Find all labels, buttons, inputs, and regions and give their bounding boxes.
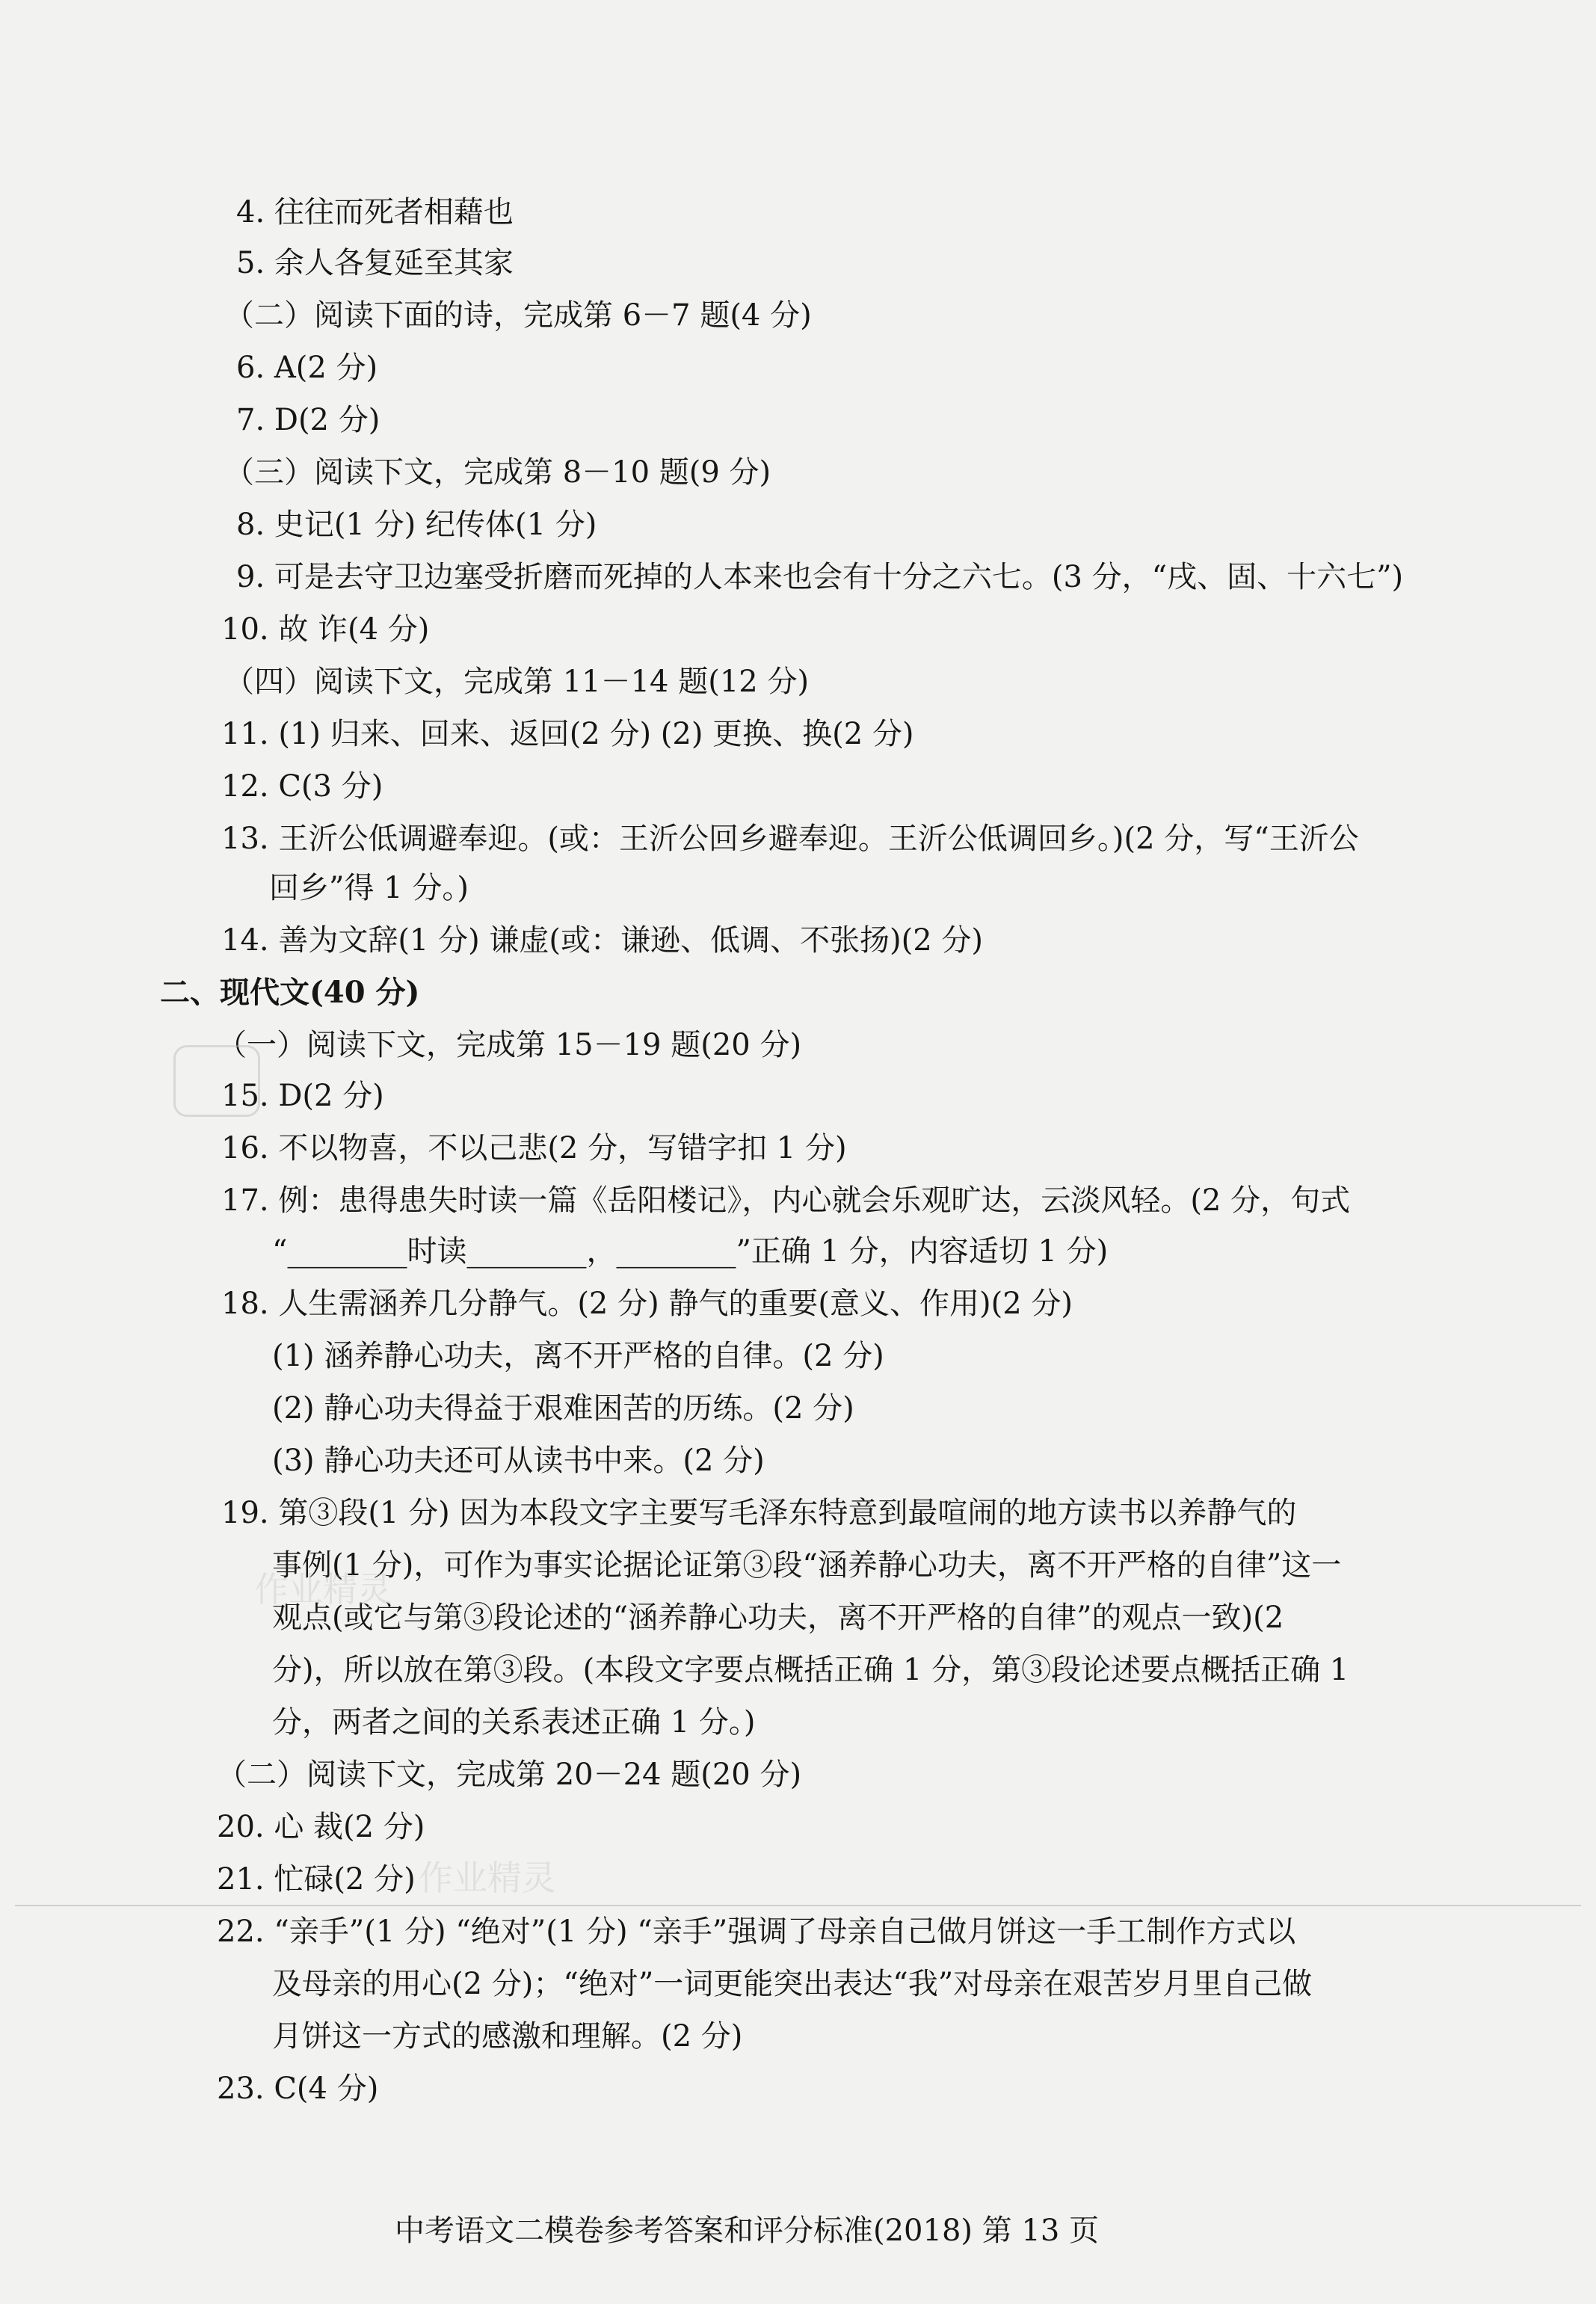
section-heading-4: （四）阅读下文，完成第 11－14 题(12 分) xyxy=(224,665,810,699)
answer-line-16: 16. 不以物喜，不以己悲(2 分，写错字扣 1 分) xyxy=(221,1131,847,1165)
answer-line-19-cont-3: 分)，所以放在第③段。(本段文字要点概括正确 1 分，第③段论述要点概括正确 1 xyxy=(272,1653,1349,1687)
section-heading-3: （三）阅读下文，完成第 8－10 题(9 分) xyxy=(224,455,771,490)
section-heading-modern-2: （二）阅读下文，完成第 20－24 题(20 分) xyxy=(217,1758,802,1792)
answer-line-20: 20. 心 裁(2 分) xyxy=(217,1810,425,1844)
answer-line-17-cont: “________时读________，________”正确 1 分，内容适切 1 分) xyxy=(272,1234,1109,1269)
answer-line-18-2: (2) 静心功夫得益于艰难困苦的历练。(2 分) xyxy=(272,1391,854,1426)
answer-line-14: 14. 善为文辞(1 分) 谦虚(或：谦逊、低调、不张扬)(2 分) xyxy=(221,923,984,958)
answer-line-19-cont-2: 观点(或它与第③段论述的“涵养静心功夫，离不开严格的自律”的观点一致)(2 xyxy=(272,1601,1284,1635)
answer-line-22: 22. “亲手”(1 分) “绝对”(1 分) “亲手”强调了母亲自己做月饼这一手工制作方式以 xyxy=(217,1915,1296,1949)
answer-line-17: 17. 例：患得患失时读一篇《岳阳楼记》，内心就会乐观旷达，云淡风轻。(2 分，句式 xyxy=(221,1183,1351,1218)
scan-fold-line xyxy=(15,1905,1581,1906)
answer-line-10: 10. 故 诈(4 分) xyxy=(221,612,430,647)
answer-line-19-cont-1: 事例(1 分)，可作为事实论据论证第③段“涵养静心功夫，离不开严格的自律”这一 xyxy=(272,1548,1342,1583)
answer-line-18: 18. 人生需涵养几分静气。(2 分) 静气的重要(意义、作用)(2 分) xyxy=(221,1287,1073,1321)
answer-line-19: 19. 第③段(1 分) 因为本段文字主要写毛泽东特意到最喧闹的地方读书以养静气的 xyxy=(221,1496,1297,1530)
watermark-text: 作业精灵 xyxy=(254,1569,392,1610)
answer-line-8: 8. 史记(1 分) 纪传体(1 分) xyxy=(236,508,597,542)
answer-line-18-1: (1) 涵养静心功夫，离不开严格的自律。(2 分) xyxy=(272,1339,884,1373)
answer-line-7: 7. D(2 分) xyxy=(236,403,380,437)
section-heading-2: （二）阅读下面的诗，完成第 6－7 题(4 分) xyxy=(224,298,812,333)
answer-line-13: 13. 王沂公低调避奉迎。(或：王沂公回乡避奉迎。王沂公低调回乡。)(2 分，写“王沂公 xyxy=(221,822,1359,856)
part-heading-modern-text: 二、现代文(40 分) xyxy=(160,975,420,1010)
answer-line-15: 15. D(2 分) xyxy=(221,1079,384,1113)
answer-line-22-cont-1: 及母亲的用心(2 分)；“绝对”一词更能突出表达“我”对母亲在艰苦岁月里自己做 xyxy=(272,1967,1313,2001)
answer-line-4: 4. 往往而死者相藉也 xyxy=(236,195,514,230)
answer-line-22-cont-2: 月饼这一方式的感激和理解。(2 分) xyxy=(272,2019,743,2054)
answer-line-23: 23. C(4 分) xyxy=(217,2072,379,2106)
watermark-text-2: 作业精灵 xyxy=(419,1858,556,1898)
section-heading-modern-1: （一）阅读下文，完成第 15－19 题(20 分) xyxy=(217,1028,802,1062)
page-footer: 中考语文二模卷参考答案和评分标准(2018) 第 13 页 xyxy=(395,2214,1100,2248)
answer-line-12: 12. C(3 分) xyxy=(221,769,383,804)
answer-line-13-cont: 回乡”得 1 分。) xyxy=(269,871,469,905)
answer-line-18-3: (3) 静心功夫还可从读书中来。(2 分) xyxy=(272,1444,765,1478)
answer-line-19-cont-4: 分，两者之间的关系表述正确 1 分。) xyxy=(272,1705,756,1740)
watermark-stamp-icon xyxy=(173,1045,260,1117)
answer-line-6: 6. A(2 分) xyxy=(236,351,378,385)
answer-line-5: 5. 余人各复延至其家 xyxy=(236,246,514,280)
answer-line-9: 9. 可是去守卫边塞受折磨而死掉的人本来也会有十分之六七。(3 分，“戌、固、十六七”) xyxy=(236,560,1404,594)
answer-line-21: 21. 忙碌(2 分) xyxy=(217,1862,416,1897)
answer-line-11: 11. (1) 归来、回来、返回(2 分) (2) 更换、换(2 分) xyxy=(221,717,914,751)
